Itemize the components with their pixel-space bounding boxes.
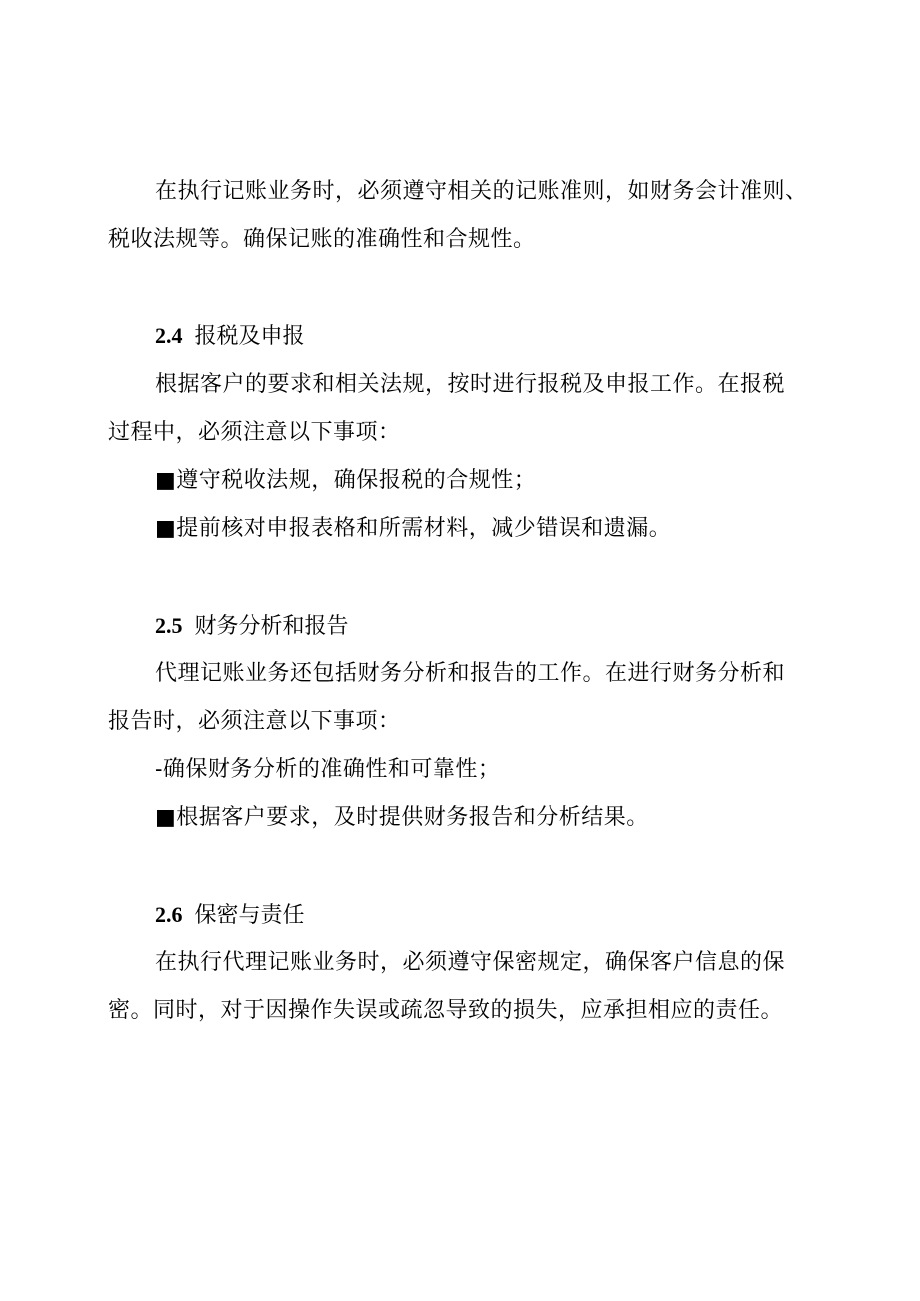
- section-title: 财务分析和报告: [194, 614, 349, 639]
- section-number: 2.6: [155, 902, 183, 927]
- paragraph-text: 代理记账业务还包括财务分析和报告的工作。在进行财务分析和: [155, 661, 786, 686]
- paragraph-text: 密。同时，对于因操作失误或疏忽导致的损失，应承担相应的责任。: [108, 998, 784, 1023]
- section-heading-2-4: [155, 321, 305, 352]
- section-2-4-paragraph-line-2: [108, 418, 401, 448]
- section-number: 2.5: [155, 613, 183, 638]
- paragraph-text: 根据客户的要求和相关法规，按时进行报税及申报工作。在报税: [155, 372, 786, 397]
- section-2-4-paragraph-line-1: [155, 370, 785, 400]
- section-title: 报税及申报: [194, 324, 305, 349]
- bullet-text: ■提前核对申报表格和所需材料，减少错误和遗漏。: [155, 516, 672, 541]
- intro-line-2-text: 税收法规等。确保记账的准确性和合规性。: [108, 227, 536, 252]
- bullet-text: ■遵守税收法规，确保报税的合规性；: [155, 468, 537, 493]
- bullet-text: ■根据客户要求，及时提供财务报告和分析结果。: [155, 805, 649, 830]
- paragraph-text: 在执行代理记账业务时，必须遵守保密规定，确保客户信息的保: [155, 950, 786, 975]
- intro-line-1-text: 在执行记账业务时，必须遵守相关的记账准则，如财务会计准则、: [155, 179, 808, 204]
- section-2-4-bullet-2: [155, 514, 671, 544]
- section-2-4-bullet-1: [155, 466, 536, 496]
- intro-paragraph-line-2: [108, 225, 536, 255]
- section-2-6-paragraph-line-1: [155, 948, 785, 978]
- bullet-text: -确保财务分析的准确性和可靠性；: [155, 757, 501, 782]
- section-2-5-bullet-1: [155, 755, 500, 785]
- section-2-5-paragraph-line-1: [155, 659, 785, 689]
- paragraph-text: 过程中，必须注意以下事项：: [108, 420, 401, 445]
- section-heading-2-6: [155, 900, 305, 931]
- section-number: 2.4: [155, 323, 183, 348]
- intro-paragraph-line-1: [155, 177, 808, 207]
- section-2-5-paragraph-line-2: [108, 707, 401, 737]
- section-title: 保密与责任: [194, 903, 305, 928]
- section-2-6-paragraph-line-2: [108, 996, 783, 1026]
- paragraph-text: 报告时，必须注意以下事项：: [108, 709, 401, 734]
- section-heading-2-5: [155, 611, 349, 642]
- section-2-5-bullet-2: [155, 803, 649, 833]
